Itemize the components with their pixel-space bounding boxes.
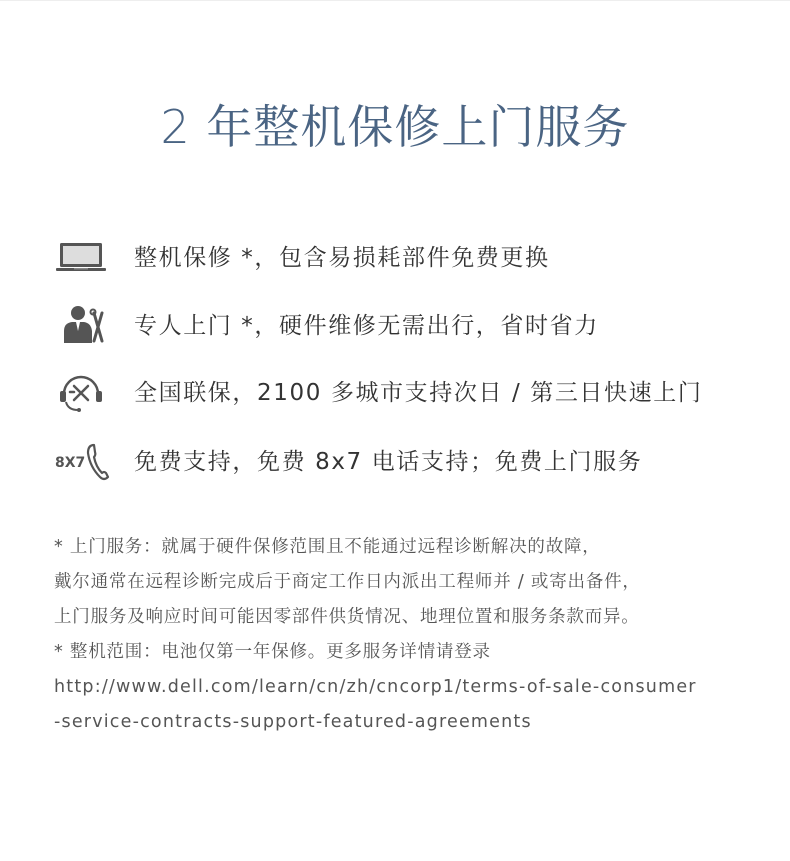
technician-icon (54, 301, 110, 351)
feature-row-nationwide (54, 368, 774, 418)
icon-label: 8X7 (55, 455, 86, 471)
top-divider (0, 0, 790, 1)
feature-text: 专人上门 *，硬件维修无需出行，省时省力 (134, 313, 599, 339)
laptop-icon (54, 233, 110, 283)
note-line: 戴尔通常在远程诊断完成后于商定工作日内派出工程师并 / 或寄出备件， (54, 572, 641, 592)
note-line: * 整机范围：电池仅第一年保修。更多服务详情请登录 (54, 642, 491, 662)
page-title: 2 年整机保修上门服务 (160, 100, 630, 154)
feature-row-phone-support (54, 437, 774, 487)
terms-url: http://www.dell.com/learn/cn/zh/cncorp1/terms-of-sale-consumer (54, 677, 697, 697)
feature-text: 整机保修 *，包含易损耗部件免费更换 (134, 245, 550, 271)
phone-8x7-icon (54, 437, 110, 487)
headset-support-icon (54, 368, 110, 418)
footnotes (54, 530, 774, 740)
feature-text: 免费支持，免费 8x7 电话支持；免费上门服务 (134, 449, 643, 475)
note-line: * 上门服务：就属于硬件保修范围且不能通过远程诊断解决的故障， (54, 537, 601, 557)
terms-url-continued: -service-contracts-support-featured-agreements (54, 712, 532, 732)
feature-text: 全国联保，2100 多城市支持次日 / 第三日快速上门 (134, 380, 703, 406)
feature-row-warranty (54, 233, 774, 283)
note-line: 上门服务及响应时间可能因零部件供货情况、地理位置和服务条款而异。 (54, 607, 640, 627)
feature-row-onsite (54, 301, 774, 351)
